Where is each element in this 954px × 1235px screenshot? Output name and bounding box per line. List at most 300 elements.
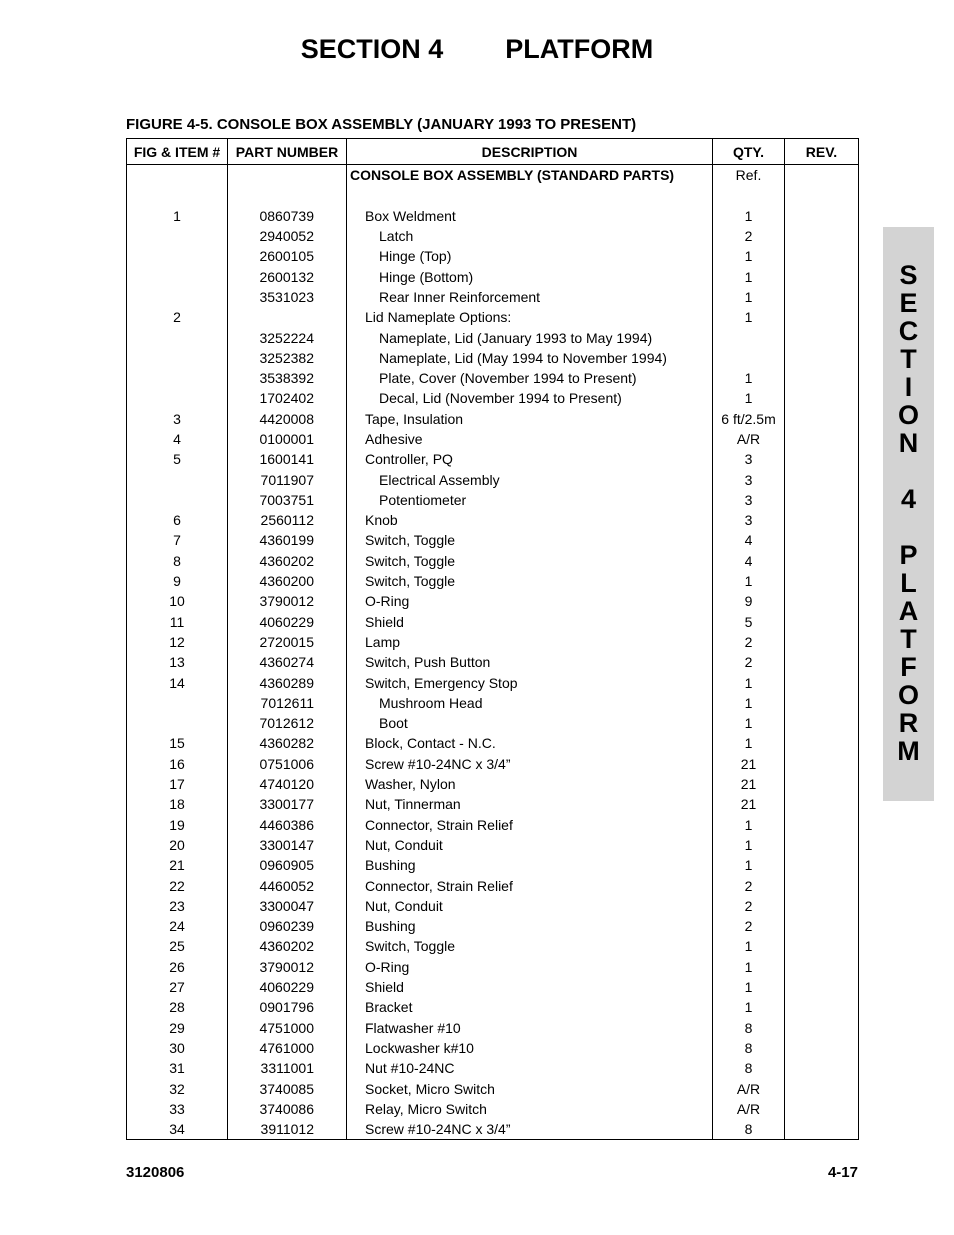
cell-part-number: 7011907 <box>228 469 347 489</box>
cell-part-number: 4060229 <box>228 977 347 997</box>
cell-description: Washer, Nylon <box>347 774 713 794</box>
table-row <box>127 206 859 226</box>
cell-item-number <box>127 226 228 246</box>
cell-revision <box>785 896 859 916</box>
cell-item-number: 20 <box>127 835 228 855</box>
cell-quantity: A/R <box>713 1099 785 1119</box>
cell-part-number: 2720015 <box>228 632 347 652</box>
cell-description: Knob <box>347 510 713 530</box>
cell-revision <box>785 327 859 347</box>
table-row <box>127 388 859 408</box>
cell-part-number <box>228 165 347 186</box>
cell-item-number: 19 <box>127 815 228 835</box>
table-row <box>127 571 859 591</box>
cell-revision <box>785 977 859 997</box>
cell-part-number: 2600132 <box>228 266 347 286</box>
table-row <box>127 327 859 347</box>
cell-item-number <box>127 246 228 266</box>
cell-quantity: 1 <box>713 266 785 286</box>
cell-part-number: 3740086 <box>228 1099 347 1119</box>
cell-description: Switch, Toggle <box>347 551 713 571</box>
cell-item-number: 21 <box>127 855 228 875</box>
cell-description: Switch, Emergency Stop <box>347 672 713 692</box>
cell-part-number: 4761000 <box>228 1038 347 1058</box>
side-tab-letter: C <box>898 316 919 346</box>
cell-description: O-Ring <box>347 957 713 977</box>
cell-quantity: 9 <box>713 591 785 611</box>
cell-revision <box>785 1119 859 1140</box>
table-row <box>127 754 859 774</box>
table-row <box>127 672 859 692</box>
cell-part-number: 7012611 <box>228 693 347 713</box>
cell-revision <box>785 571 859 591</box>
cell-revision <box>785 409 859 429</box>
cell-revision <box>785 713 859 733</box>
cell-quantity: 2 <box>713 896 785 916</box>
figure-title: FIGURE 4-5. CONSOLE BOX ASSEMBLY (JANUARY 1993 TO PRESENT) <box>126 116 637 133</box>
side-tab-letter: O <box>897 400 919 430</box>
cell-item-number: 14 <box>127 672 228 692</box>
cell-revision <box>785 815 859 835</box>
doc-number: 3120806 <box>126 1164 185 1181</box>
cell-item-number: 24 <box>127 916 228 936</box>
cell-part-number: 7003751 <box>228 490 347 510</box>
cell-description: Screw #10-24NC x 3/4” <box>347 1119 713 1140</box>
cell-part-number <box>228 185 347 205</box>
cell-revision <box>785 936 859 956</box>
cell-quantity: 1 <box>713 997 785 1017</box>
cell-description: Switch, Toggle <box>347 530 713 550</box>
cell-item-number: 23 <box>127 896 228 916</box>
cell-item-number: 8 <box>127 551 228 571</box>
cell-revision <box>785 551 859 571</box>
cell-revision <box>785 957 859 977</box>
table-row <box>127 490 859 510</box>
table-row <box>127 368 859 388</box>
cell-description: Latch <box>347 226 713 246</box>
cell-part-number: 0751006 <box>228 754 347 774</box>
cell-part-number: 4360200 <box>228 571 347 591</box>
table-row <box>127 612 859 632</box>
col-header-part-number: PART NUMBER <box>228 139 347 165</box>
cell-description: Decal, Lid (November 1994 to Present) <box>347 388 713 408</box>
table-row <box>127 287 859 307</box>
cell-item-number: 13 <box>127 652 228 672</box>
table-row <box>127 307 859 327</box>
cell-description: Rear Inner Reinforcement <box>347 287 713 307</box>
cell-revision <box>785 1017 859 1037</box>
cell-item-number: 4 <box>127 429 228 449</box>
cell-quantity: 3 <box>713 490 785 510</box>
cell-item-number: 5 <box>127 449 228 469</box>
cell-part-number: 4360199 <box>228 530 347 550</box>
cell-quantity: 4 <box>713 551 785 571</box>
side-tab-letter: O <box>897 680 919 710</box>
cell-description: Potentiometer <box>347 490 713 510</box>
cell-quantity: 1 <box>713 571 785 591</box>
table-row <box>127 469 859 489</box>
cell-quantity: 1 <box>713 835 785 855</box>
table-row <box>127 875 859 895</box>
side-tab-letter: S <box>899 260 918 290</box>
cell-revision <box>785 1078 859 1098</box>
cell-description: Switch, Toggle <box>347 936 713 956</box>
cell-item-number: 1 <box>127 206 228 226</box>
cell-revision <box>785 591 859 611</box>
cell-item-number <box>127 165 228 186</box>
cell-part-number: 1600141 <box>228 449 347 469</box>
page-header <box>0 34 954 65</box>
cell-item-number <box>127 693 228 713</box>
cell-part-number: 1702402 <box>228 388 347 408</box>
cell-part-number: 2560112 <box>228 510 347 530</box>
cell-revision <box>785 226 859 246</box>
cell-part-number: 4420008 <box>228 409 347 429</box>
cell-item-number <box>127 327 228 347</box>
cell-part-number: 3300047 <box>228 896 347 916</box>
cell-revision <box>785 855 859 875</box>
cell-part-number: 0960905 <box>228 855 347 875</box>
cell-revision <box>785 733 859 753</box>
cell-revision <box>785 206 859 226</box>
side-tab-letter: I <box>904 372 913 402</box>
cell-part-number: 4360274 <box>228 652 347 672</box>
table-row <box>127 957 859 977</box>
cell-revision <box>785 693 859 713</box>
cell-revision <box>785 612 859 632</box>
cell-quantity: 21 <box>713 794 785 814</box>
cell-revision <box>785 1058 859 1078</box>
cell-description: Plate, Cover (November 1994 to Present) <box>347 368 713 388</box>
cell-part-number: 3311001 <box>228 1058 347 1078</box>
cell-part-number: 3531023 <box>228 287 347 307</box>
cell-part-number: 4360202 <box>228 551 347 571</box>
cell-description: Bushing <box>347 916 713 936</box>
cell-item-number: 10 <box>127 591 228 611</box>
table-row <box>127 1119 859 1140</box>
cell-item-number: 32 <box>127 1078 228 1098</box>
table-row <box>127 246 859 266</box>
cell-revision <box>785 1038 859 1058</box>
table-row <box>127 1038 859 1058</box>
table-row <box>127 652 859 672</box>
parts-table-body <box>127 165 859 1140</box>
cell-quantity: 8 <box>713 1119 785 1140</box>
cell-revision <box>785 307 859 327</box>
cell-quantity: A/R <box>713 429 785 449</box>
cell-quantity: 2 <box>713 875 785 895</box>
cell-part-number: 3911012 <box>228 1119 347 1140</box>
table-row <box>127 1078 859 1098</box>
cell-description: Nut, Conduit <box>347 896 713 916</box>
cell-quantity: 1 <box>713 733 785 753</box>
cell-part-number: 4460386 <box>228 815 347 835</box>
table-row <box>127 226 859 246</box>
col-header-fig-item: FIG & ITEM # <box>127 139 228 165</box>
cell-description: Relay, Micro Switch <box>347 1099 713 1119</box>
cell-quantity: 1 <box>713 246 785 266</box>
cell-revision <box>785 916 859 936</box>
table-row <box>127 530 859 550</box>
cell-part-number: 3300177 <box>228 794 347 814</box>
cell-quantity: 1 <box>713 855 785 875</box>
cell-description: Tape, Insulation <box>347 409 713 429</box>
table-header-row <box>127 139 859 165</box>
side-tab-letter: E <box>899 288 918 318</box>
cell-item-number: 18 <box>127 794 228 814</box>
cell-part-number: 3740085 <box>228 1078 347 1098</box>
cell-item-number: 34 <box>127 1119 228 1140</box>
side-tab-letter: T <box>900 624 917 654</box>
cell-revision <box>785 1099 859 1119</box>
cell-item-number: 31 <box>127 1058 228 1078</box>
cell-revision <box>785 246 859 266</box>
table-row <box>127 1058 859 1078</box>
cell-description: Connector, Strain Relief <box>347 875 713 895</box>
cell-quantity: 8 <box>713 1058 785 1078</box>
cell-quantity: 2 <box>713 226 785 246</box>
cell-part-number: 4751000 <box>228 1017 347 1037</box>
cell-quantity: 3 <box>713 510 785 530</box>
cell-quantity: 5 <box>713 612 785 632</box>
cell-part-number: 4740120 <box>228 774 347 794</box>
cell-revision <box>785 185 859 205</box>
table-row <box>127 997 859 1017</box>
cell-part-number: 4360282 <box>228 733 347 753</box>
side-tab-letter: L <box>900 568 917 598</box>
table-row <box>127 936 859 956</box>
cell-part-number: 7012612 <box>228 713 347 733</box>
table-row <box>127 185 859 205</box>
cell-item-number: 28 <box>127 997 228 1017</box>
cell-description: Screw #10-24NC x 3/4” <box>347 754 713 774</box>
cell-revision <box>785 997 859 1017</box>
cell-item-number: 12 <box>127 632 228 652</box>
cell-description: Hinge (Bottom) <box>347 266 713 286</box>
cell-item-number <box>127 490 228 510</box>
cell-part-number: 4360202 <box>228 936 347 956</box>
side-tab-letter: T <box>900 344 917 374</box>
page-number: 4-17 <box>827 1164 858 1181</box>
table-row <box>127 409 859 429</box>
cell-description: Lamp <box>347 632 713 652</box>
table-row <box>127 1017 859 1037</box>
table-row <box>127 794 859 814</box>
cell-part-number: 0960239 <box>228 916 347 936</box>
col-header-description: DESCRIPTION <box>347 139 713 165</box>
cell-revision <box>785 632 859 652</box>
cell-revision <box>785 794 859 814</box>
cell-quantity <box>713 327 785 347</box>
table-row <box>127 429 859 449</box>
cell-item-number: 16 <box>127 754 228 774</box>
table-row <box>127 815 859 835</box>
side-tab-letter: N <box>898 428 919 458</box>
table-row <box>127 733 859 753</box>
cell-quantity <box>713 185 785 205</box>
cell-description: Connector, Strain Relief <box>347 815 713 835</box>
cell-revision <box>785 368 859 388</box>
cell-part-number: 4060229 <box>228 612 347 632</box>
cell-description: Shield <box>347 977 713 997</box>
cell-quantity: 1 <box>713 957 785 977</box>
cell-item-number: 9 <box>127 571 228 591</box>
cell-quantity: 1 <box>713 672 785 692</box>
side-tab-letter: F <box>900 652 917 682</box>
table-row <box>127 774 859 794</box>
cell-item-number: 3 <box>127 409 228 429</box>
cell-item-number: 11 <box>127 612 228 632</box>
cell-description: Bracket <box>347 997 713 1017</box>
cell-revision <box>785 672 859 692</box>
cell-item-number <box>127 368 228 388</box>
cell-quantity: 21 <box>713 754 785 774</box>
col-header-qty: QTY. <box>713 139 785 165</box>
cell-description: Controller, PQ <box>347 449 713 469</box>
cell-part-number: 3252382 <box>228 348 347 368</box>
cell-item-number: 29 <box>127 1017 228 1037</box>
cell-revision <box>785 754 859 774</box>
cell-description: Adhesive <box>347 429 713 449</box>
cell-revision <box>785 875 859 895</box>
col-header-rev: REV. <box>785 139 859 165</box>
cell-item-number <box>127 388 228 408</box>
cell-item-number <box>127 469 228 489</box>
cell-description: Lockwasher k#10 <box>347 1038 713 1058</box>
cell-revision <box>785 469 859 489</box>
cell-description: Flatwasher #10 <box>347 1017 713 1037</box>
cell-revision <box>785 835 859 855</box>
cell-quantity: 1 <box>713 815 785 835</box>
cell-item-number: 26 <box>127 957 228 977</box>
cell-quantity: 1 <box>713 977 785 997</box>
cell-description: Box Weldment <box>347 206 713 226</box>
cell-description: Switch, Toggle <box>347 571 713 591</box>
cell-item-number <box>127 185 228 205</box>
cell-quantity: 1 <box>713 368 785 388</box>
cell-description: Bushing <box>347 855 713 875</box>
section-label: SECTION 4 <box>300 34 444 64</box>
cell-quantity: 2 <box>713 632 785 652</box>
cell-revision <box>785 774 859 794</box>
cell-description: Hinge (Top) <box>347 246 713 266</box>
section-name: PLATFORM <box>505 34 654 64</box>
table-row <box>127 591 859 611</box>
side-tab-letter: R <box>898 708 919 738</box>
table-row <box>127 855 859 875</box>
cell-quantity: 8 <box>713 1017 785 1037</box>
cell-description: Boot <box>347 713 713 733</box>
cell-revision <box>785 165 859 186</box>
table-row <box>127 916 859 936</box>
cell-part-number <box>228 307 347 327</box>
cell-item-number: 33 <box>127 1099 228 1119</box>
cell-part-number: 3790012 <box>228 957 347 977</box>
table-row <box>127 713 859 733</box>
cell-item-number: 17 <box>127 774 228 794</box>
cell-item-number: 2 <box>127 307 228 327</box>
cell-quantity: 1 <box>713 388 785 408</box>
cell-description: Shield <box>347 612 713 632</box>
cell-part-number: 3252224 <box>228 327 347 347</box>
cell-part-number: 4460052 <box>228 875 347 895</box>
section-side-tab <box>883 227 934 801</box>
cell-item-number: 25 <box>127 936 228 956</box>
cell-part-number: 0901796 <box>228 997 347 1017</box>
cell-description: Block, Contact - N.C. <box>347 733 713 753</box>
table-row <box>127 551 859 571</box>
cell-quantity <box>713 348 785 368</box>
cell-quantity: 3 <box>713 449 785 469</box>
cell-item-number: 15 <box>127 733 228 753</box>
cell-quantity: 6 ft/2.5m <box>713 409 785 429</box>
cell-revision <box>785 388 859 408</box>
cell-description: Nameplate, Lid (January 1993 to May 1994) <box>347 327 713 347</box>
table-row <box>127 1099 859 1119</box>
cell-description: Nut, Tinnerman <box>347 794 713 814</box>
cell-description: Nut #10-24NC <box>347 1058 713 1078</box>
cell-item-number <box>127 266 228 286</box>
cell-item-number: 7 <box>127 530 228 550</box>
table-row <box>127 977 859 997</box>
cell-description: Nameplate, Lid (May 1994 to November 1994) <box>347 348 713 368</box>
cell-revision <box>785 449 859 469</box>
cell-item-number: 27 <box>127 977 228 997</box>
table-row <box>127 449 859 469</box>
cell-description: CONSOLE BOX ASSEMBLY (STANDARD PARTS) <box>347 165 713 186</box>
cell-item-number: 22 <box>127 875 228 895</box>
cell-quantity: 1 <box>713 307 785 327</box>
cell-part-number: 0100001 <box>228 429 347 449</box>
table-row <box>127 896 859 916</box>
cell-part-number: 4360289 <box>228 672 347 692</box>
cell-quantity: 2 <box>713 916 785 936</box>
cell-item-number <box>127 348 228 368</box>
cell-description: Socket, Micro Switch <box>347 1078 713 1098</box>
cell-part-number: 3538392 <box>228 368 347 388</box>
side-tab-letter: A <box>898 596 919 626</box>
cell-quantity: 4 <box>713 530 785 550</box>
cell-quantity: 1 <box>713 936 785 956</box>
cell-item-number <box>127 713 228 733</box>
table-row <box>127 835 859 855</box>
cell-description <box>347 185 713 205</box>
cell-item-number: 30 <box>127 1038 228 1058</box>
cell-revision <box>785 530 859 550</box>
cell-part-number: 3790012 <box>228 591 347 611</box>
table-row <box>127 510 859 530</box>
cell-description: O-Ring <box>347 591 713 611</box>
cell-revision <box>785 266 859 286</box>
side-tab-letter: M <box>897 736 920 766</box>
cell-quantity: 1 <box>713 693 785 713</box>
cell-quantity: 1 <box>713 206 785 226</box>
cell-item-number: 6 <box>127 510 228 530</box>
cell-revision <box>785 429 859 449</box>
cell-quantity: 2 <box>713 652 785 672</box>
cell-description: Switch, Push Button <box>347 652 713 672</box>
parts-table <box>126 138 859 1140</box>
cell-revision <box>785 510 859 530</box>
table-row <box>127 266 859 286</box>
cell-part-number: 2600105 <box>228 246 347 266</box>
cell-revision <box>785 287 859 307</box>
table-row <box>127 165 859 186</box>
table-row <box>127 693 859 713</box>
cell-description: Mushroom Head <box>347 693 713 713</box>
side-tab-letter: 4 <box>900 484 917 514</box>
table-row <box>127 348 859 368</box>
